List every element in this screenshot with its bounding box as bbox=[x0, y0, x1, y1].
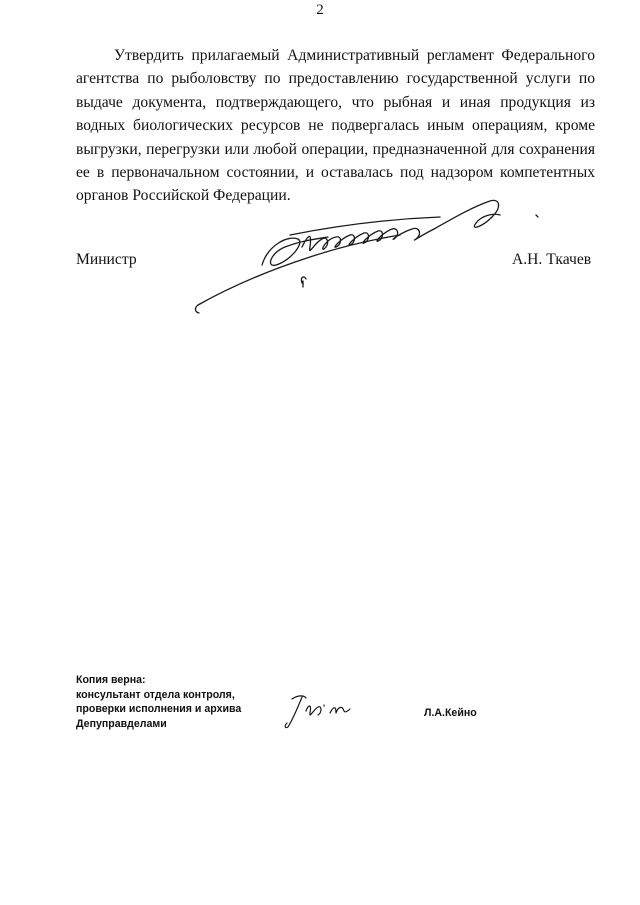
minister-signature bbox=[190, 195, 550, 320]
copy-line: Копия верна: bbox=[76, 674, 146, 686]
signature-dot bbox=[536, 215, 538, 217]
copy-signer-name: Л.А.Кейно bbox=[424, 707, 477, 719]
signature-letters bbox=[302, 228, 434, 250]
signer-title: Министр bbox=[76, 251, 137, 268]
signature-flourish bbox=[434, 200, 500, 229]
page-number: 2 bbox=[316, 2, 324, 18]
copy-signature-tail bbox=[330, 707, 350, 713]
copy-line: Депуправделами bbox=[76, 717, 167, 730]
copy-certification bbox=[76, 673, 241, 731]
copy-line: проверки исполнения и архива bbox=[76, 703, 242, 716]
copy-signature-main bbox=[285, 696, 306, 728]
signature-mark bbox=[301, 277, 306, 287]
signature-hook bbox=[195, 305, 199, 313]
copy-signature bbox=[282, 693, 352, 731]
signer-name: А.Н. Ткачев bbox=[512, 251, 592, 268]
copy-signature-letters bbox=[306, 705, 324, 715]
body-paragraph: Утвердить прилагаемый Административный регламент Федерального агентства по рыболовству по предоставлению государственной услуги по выдаче документа, подтверждающего, что рыбная и иная продукция из водных биологических ресурсов не подвергалась иным операциям, кроме выгрузки, перегрузки или любой операции, предназначенной для сохранения ее в первоначальном состоянии, и оставалась под надзором компетентных органов Российской Федерации. bbox=[76, 47, 595, 205]
copy-line: консультант отдела контроля, bbox=[76, 688, 235, 701]
